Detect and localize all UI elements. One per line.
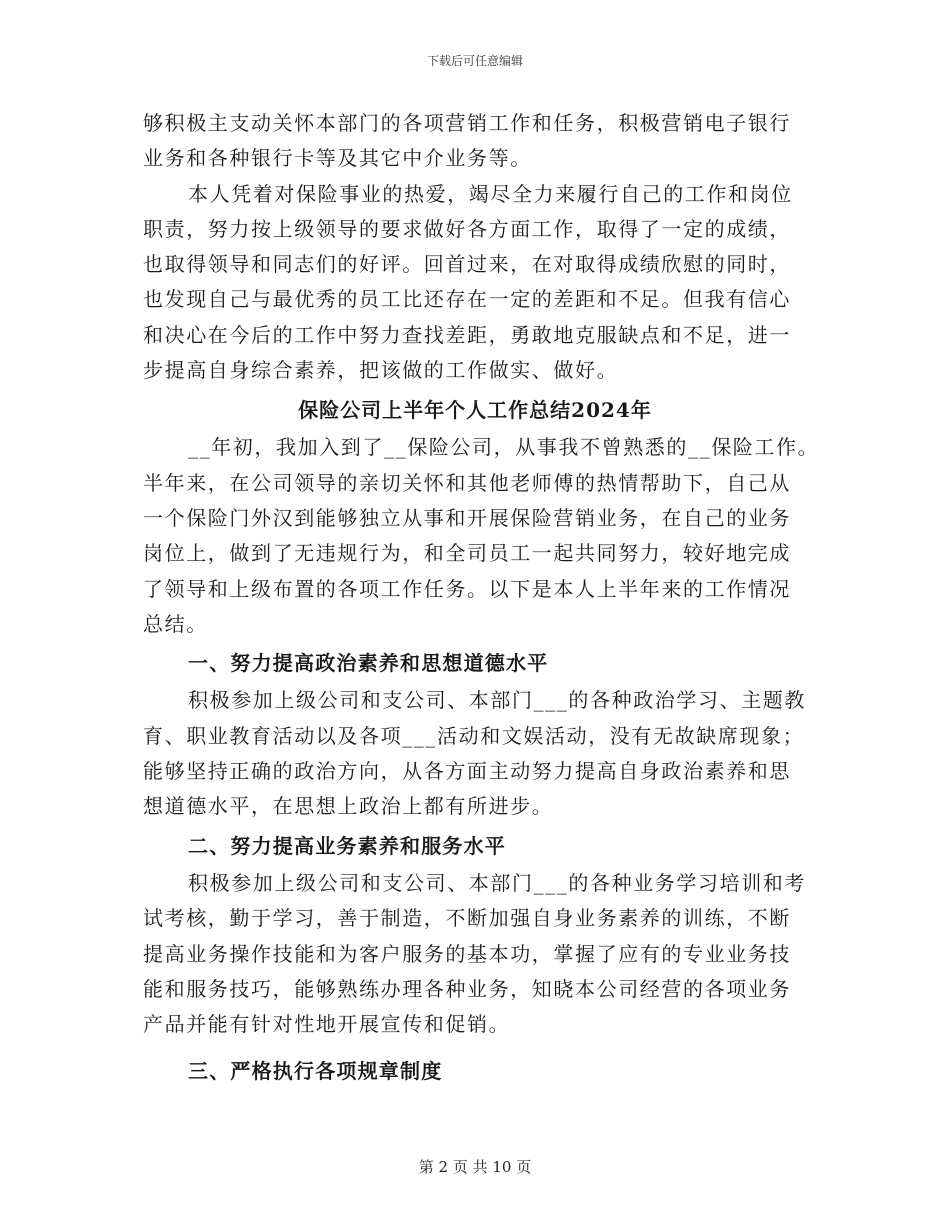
text-line: 职责，努力按上级领导的要求做好各方面工作，取得了一定的成绩， <box>143 216 791 241</box>
text-line: 总结。 <box>143 611 208 636</box>
page-footer: 第 2 页 共 10 页 <box>418 1158 532 1176</box>
text-line: 产品并能有针对性地开展宣传和促销。 <box>143 1012 511 1037</box>
text-line: 了领导和上级布置的各项工作任务。以下是本人上半年来的工作情况 <box>143 576 791 601</box>
paragraph-section-2 <box>143 866 807 1042</box>
text-line: 半年来，在公司领导的亲切关怀和其他老师傅的热情帮助下，自己从 <box>143 470 791 495</box>
section-heading-3: 三、严格执行各项规章制度 <box>188 1059 443 1084</box>
text-line: __年初，我加入到了__保险公司，从事我不曾熟悉的__保险工作。 <box>188 435 820 460</box>
text-line: 本人凭着对保险事业的热爱，竭尽全力来履行自己的工作和岗位 <box>188 181 793 206</box>
section-heading-2: 二、努力提高业务素养和服务水平 <box>188 833 506 858</box>
text-line: 提高业务操作技能和为客户服务的基本功，掌握了应有的专业业务技 <box>143 941 791 966</box>
text-line: 能和服务技巧，能够熟练办理各种业务，知晓本公司经营的各项业务 <box>143 976 791 1001</box>
paragraph-continuation <box>143 106 807 177</box>
paragraph-intro <box>143 430 820 642</box>
section-heading-1: 一、努力提高政治素养和思想道德水平 <box>188 651 549 676</box>
text-line: 和决心在今后的工作中努力查找差距，勇敢地克服缺点和不足，进一 <box>143 322 791 347</box>
document-body <box>143 106 820 1092</box>
text-line: 一个保险门外汉到能够独立从事和开展保险营销业务，在自己的业务 <box>143 505 791 530</box>
page-header: 下载后可任意编辑 <box>426 54 523 68</box>
document-title: 保险公司上半年个人工作总结2024年 <box>298 398 652 423</box>
text-line: 够积极主支动关怀本部门的各项营销工作和任务，积极营销电子银行 <box>143 111 791 135</box>
paragraph-section-1 <box>143 683 807 824</box>
text-line: 育、职业教育活动以及各项___活动和文娱活动，没有无故缺席现象； <box>143 723 805 748</box>
text-line: 岗位上，做到了无违规行为，和全司员工一起共同努力，较好地完成 <box>143 541 791 566</box>
paragraph-closing <box>143 177 807 389</box>
text-line: 积极参加上级公司和支公司、本部门___的各种政治学习、主题教 <box>188 688 806 713</box>
text-line: 业务和各种银行卡等及其它中介业务等。 <box>143 146 532 171</box>
text-line: 能够坚持正确的政治方向，从各方面主动努力提高自身政治素养和思 <box>143 759 791 784</box>
text-line: 试考核，勤于学习，善于制造，不断加强自身业务素养的训练，不断 <box>143 906 791 931</box>
text-line: 想道德水平，在思想上政治上都有所进步。 <box>143 794 554 819</box>
text-line: 也发现自己与最优秀的员工比还存在一定的差距和不足。但我有信心 <box>143 287 791 312</box>
text-line: 步提高自身综合素养，把该做的工作做实、做好。 <box>143 358 619 383</box>
text-line: 积极参加上级公司和支公司、本部门___的各种业务学习培训和考 <box>188 870 806 895</box>
text-line: 也取得领导和同志们的好评。回首过来，在对取得成绩欣慰的同时， <box>143 252 791 277</box>
